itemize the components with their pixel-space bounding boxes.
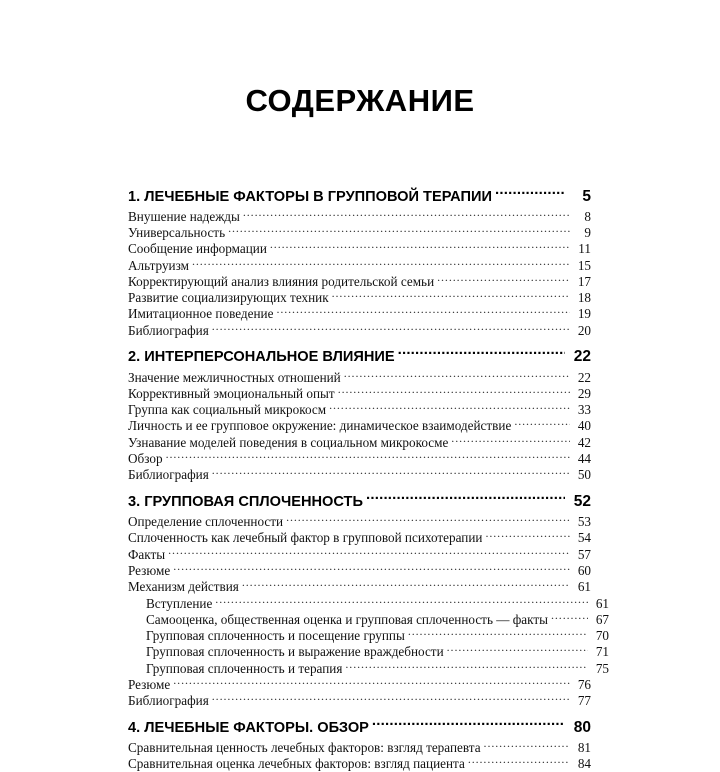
toc-subentry[interactable]: [128, 643, 609, 659]
toc-entry-label: Узнавание моделей поведения в социальном микрокосме: [128, 435, 449, 450]
dot-leader: [484, 739, 570, 752]
toc-entry-label: Библиография: [128, 694, 209, 709]
toc-page-number: 67: [595, 611, 609, 627]
dot-leader: [242, 578, 570, 591]
dot-leader: [485, 529, 570, 542]
toc-entry[interactable]: [128, 368, 591, 384]
toc-entry-label: Библиография: [128, 468, 209, 483]
toc-entry-label: Групповая сплоченность и посещение группы: [146, 629, 405, 644]
dot-leader: [212, 322, 570, 335]
dot-leader: [366, 491, 565, 506]
dot-leader: [332, 289, 570, 302]
toc-page-number: 44: [577, 451, 591, 467]
dot-leader: [398, 347, 565, 362]
toc-chapter-heading[interactable]: [128, 347, 591, 368]
toc-page-number: 52: [573, 493, 591, 510]
toc-page-number: 60: [577, 563, 591, 579]
toc-entry-label: Личность и ее групповое окружение: динамическое взаимодействие: [128, 419, 512, 434]
toc-entry[interactable]: [128, 401, 591, 417]
toc-entry-label: Альтруизм: [128, 258, 189, 273]
toc-page-number: 81: [577, 740, 591, 756]
toc-chapter-block: [128, 491, 609, 709]
toc-entry[interactable]: [128, 208, 591, 224]
toc-entry[interactable]: [128, 322, 591, 338]
toc-page-number: 8: [584, 208, 591, 224]
toc-chapter-heading[interactable]: [128, 717, 591, 738]
dot-leader: [173, 562, 570, 575]
dot-leader: [408, 627, 588, 640]
toc-chapter-label: 1. ЛЕЧЕБНЫЕ ФАКТОРЫ В ГРУППОВОЙ ТЕРАПИИ: [128, 188, 492, 205]
toc-page-number: 76: [577, 677, 591, 692]
table-of-contents: [128, 186, 609, 772]
dot-leader: [243, 208, 570, 221]
toc-entry-label: Внушение надежды: [128, 209, 240, 224]
dot-leader: [447, 643, 588, 656]
toc-page-number: 22: [577, 369, 591, 385]
toc-page-number: 19: [577, 306, 591, 322]
toc-entry[interactable]: [128, 417, 591, 433]
dot-leader: [338, 385, 570, 398]
toc-page-number: 80: [573, 718, 591, 736]
toc-subentry[interactable]: [128, 611, 609, 627]
toc-entry[interactable]: [128, 434, 591, 450]
toc-page-number: 33: [577, 402, 591, 418]
toc-entry-label: Резюме: [128, 564, 171, 579]
toc-entry[interactable]: [128, 224, 591, 240]
toc-page-number: 22: [573, 348, 591, 366]
toc-entry-label: Факты: [128, 547, 166, 562]
toc-entry-label: Сравнительная ценность лечебных факторов: взгляд терапевта: [128, 741, 481, 756]
toc-subentry[interactable]: [128, 594, 609, 610]
toc-entry-label: Коррективный эмоциональный опыт: [128, 386, 335, 401]
toc-entry-label: Корректирующий анализ влияния родительской семьи: [128, 274, 435, 289]
dot-leader: [468, 755, 570, 768]
toc-page-number: 57: [577, 546, 591, 562]
toc-page-number: 42: [577, 434, 591, 450]
dot-leader: [168, 546, 570, 559]
toc-entry-label: Универсальность: [128, 226, 226, 241]
dot-leader: [212, 466, 570, 479]
toc-page-number: 15: [577, 257, 591, 273]
toc-entry-label: Значение межличностных отношений: [128, 370, 341, 385]
toc-entry[interactable]: [128, 546, 591, 562]
toc-chapter-heading[interactable]: [128, 491, 591, 512]
toc-entry[interactable]: [128, 755, 591, 771]
dot-leader: [270, 240, 570, 253]
toc-entry-label: Обзор: [128, 452, 163, 467]
toc-entry-label: Групповая сплоченность и терапия: [146, 661, 343, 676]
toc-page-number: 29: [577, 385, 591, 401]
toc-entry[interactable]: [128, 562, 591, 578]
dot-leader: [215, 594, 588, 607]
toc-subentry[interactable]: [128, 627, 609, 643]
toc-chapter-block: [128, 717, 591, 771]
dot-leader: [286, 513, 570, 526]
toc-entry-label: Имитационное поведение: [128, 307, 274, 322]
dot-leader: [345, 660, 588, 673]
toc-entry[interactable]: [128, 240, 591, 256]
toc-entry[interactable]: [128, 305, 591, 321]
toc-entry-label: Самооценка, общественная оценка и групповая сплоченность — факты: [146, 612, 548, 627]
toc-entry[interactable]: [128, 256, 591, 272]
dot-leader: [276, 305, 570, 318]
toc-chapter-label: 3. ГРУППОВАЯ СПЛОЧЕННОСТЬ: [128, 494, 363, 510]
toc-page-number: 17: [577, 273, 591, 289]
dot-leader: [344, 368, 570, 381]
toc-entry-label: Определение сплоченности: [128, 515, 284, 530]
dot-leader: [514, 417, 570, 430]
toc-entry[interactable]: [128, 676, 591, 692]
toc-page-number: 61: [595, 595, 609, 611]
toc-entry-label: Библиография: [128, 323, 209, 338]
toc-page-number: 75: [595, 660, 609, 676]
toc-page-number: 20: [577, 322, 591, 338]
toc-chapter-block: [128, 347, 591, 483]
toc-entry-label: Механизм действия: [128, 580, 239, 595]
toc-page-number: 71: [595, 644, 609, 660]
toc-entry[interactable]: [128, 289, 591, 305]
toc-entry[interactable]: [128, 692, 591, 708]
toc-entry-label: Сравнительная оценка лечебных факторов: взгляд пациента: [128, 757, 465, 772]
dot-leader: [329, 401, 570, 414]
dot-leader: [166, 450, 570, 463]
toc-entry[interactable]: [128, 273, 591, 289]
toc-page-number: 50: [577, 467, 591, 483]
dot-leader: [173, 676, 570, 689]
toc-page-number: 53: [577, 514, 591, 530]
toc-entry-label: Вступление: [146, 596, 213, 611]
toc-entry[interactable]: [128, 529, 591, 545]
toc-entry[interactable]: [128, 466, 591, 482]
dot-leader: [212, 692, 570, 705]
toc-entry-label: Развитие социализирующих техник: [128, 291, 329, 306]
toc-entry-label: Сплоченность как лечебный фактор в групповой психотерапии: [128, 531, 483, 546]
toc-chapter-heading[interactable]: [128, 186, 591, 207]
toc-chapter-block: [128, 186, 591, 338]
toc-page-number: 54: [577, 530, 591, 546]
toc-page-number: 61: [577, 579, 591, 595]
toc-subentry[interactable]: [128, 660, 609, 676]
toc-page-number: 9: [584, 225, 591, 241]
toc-page-number: 5: [582, 187, 591, 205]
dot-leader: [495, 186, 565, 201]
toc-entry[interactable]: [128, 739, 591, 755]
dot-leader: [228, 224, 570, 237]
dot-leader: [451, 434, 570, 447]
toc-entry-label: Группа как социальный микрокосм: [128, 403, 327, 418]
toc-page-number: 84: [577, 756, 591, 772]
toc-entry[interactable]: [128, 385, 591, 401]
dot-leader: [437, 273, 570, 286]
toc-entry-label: Групповая сплоченность и выражение враждебности: [146, 645, 444, 660]
toc-entry-label: Сообщение информации: [128, 242, 267, 257]
toc-entry[interactable]: [128, 513, 591, 529]
toc-entry[interactable]: [128, 450, 591, 466]
toc-page-number: 40: [577, 418, 591, 434]
toc-page-number: 18: [577, 290, 591, 306]
toc-page-number: 11: [578, 241, 591, 257]
toc-chapter-label: 4. ЛЕЧЕБНЫЕ ФАКТОРЫ. ОБЗОР: [128, 719, 369, 736]
dot-leader: [551, 611, 588, 624]
toc-chapter-label: 2. ИНТЕРПЕРСОНАЛЬНОЕ ВЛИЯНИЕ: [128, 349, 395, 366]
page-title: СОДЕРЖАНИЕ: [245, 82, 475, 118]
toc-page-number: 70: [595, 628, 609, 644]
toc-page-number: 77: [577, 693, 591, 709]
toc-entry[interactable]: [128, 578, 591, 594]
dot-leader: [192, 256, 570, 269]
toc-entry-label: Резюме: [128, 678, 171, 692]
